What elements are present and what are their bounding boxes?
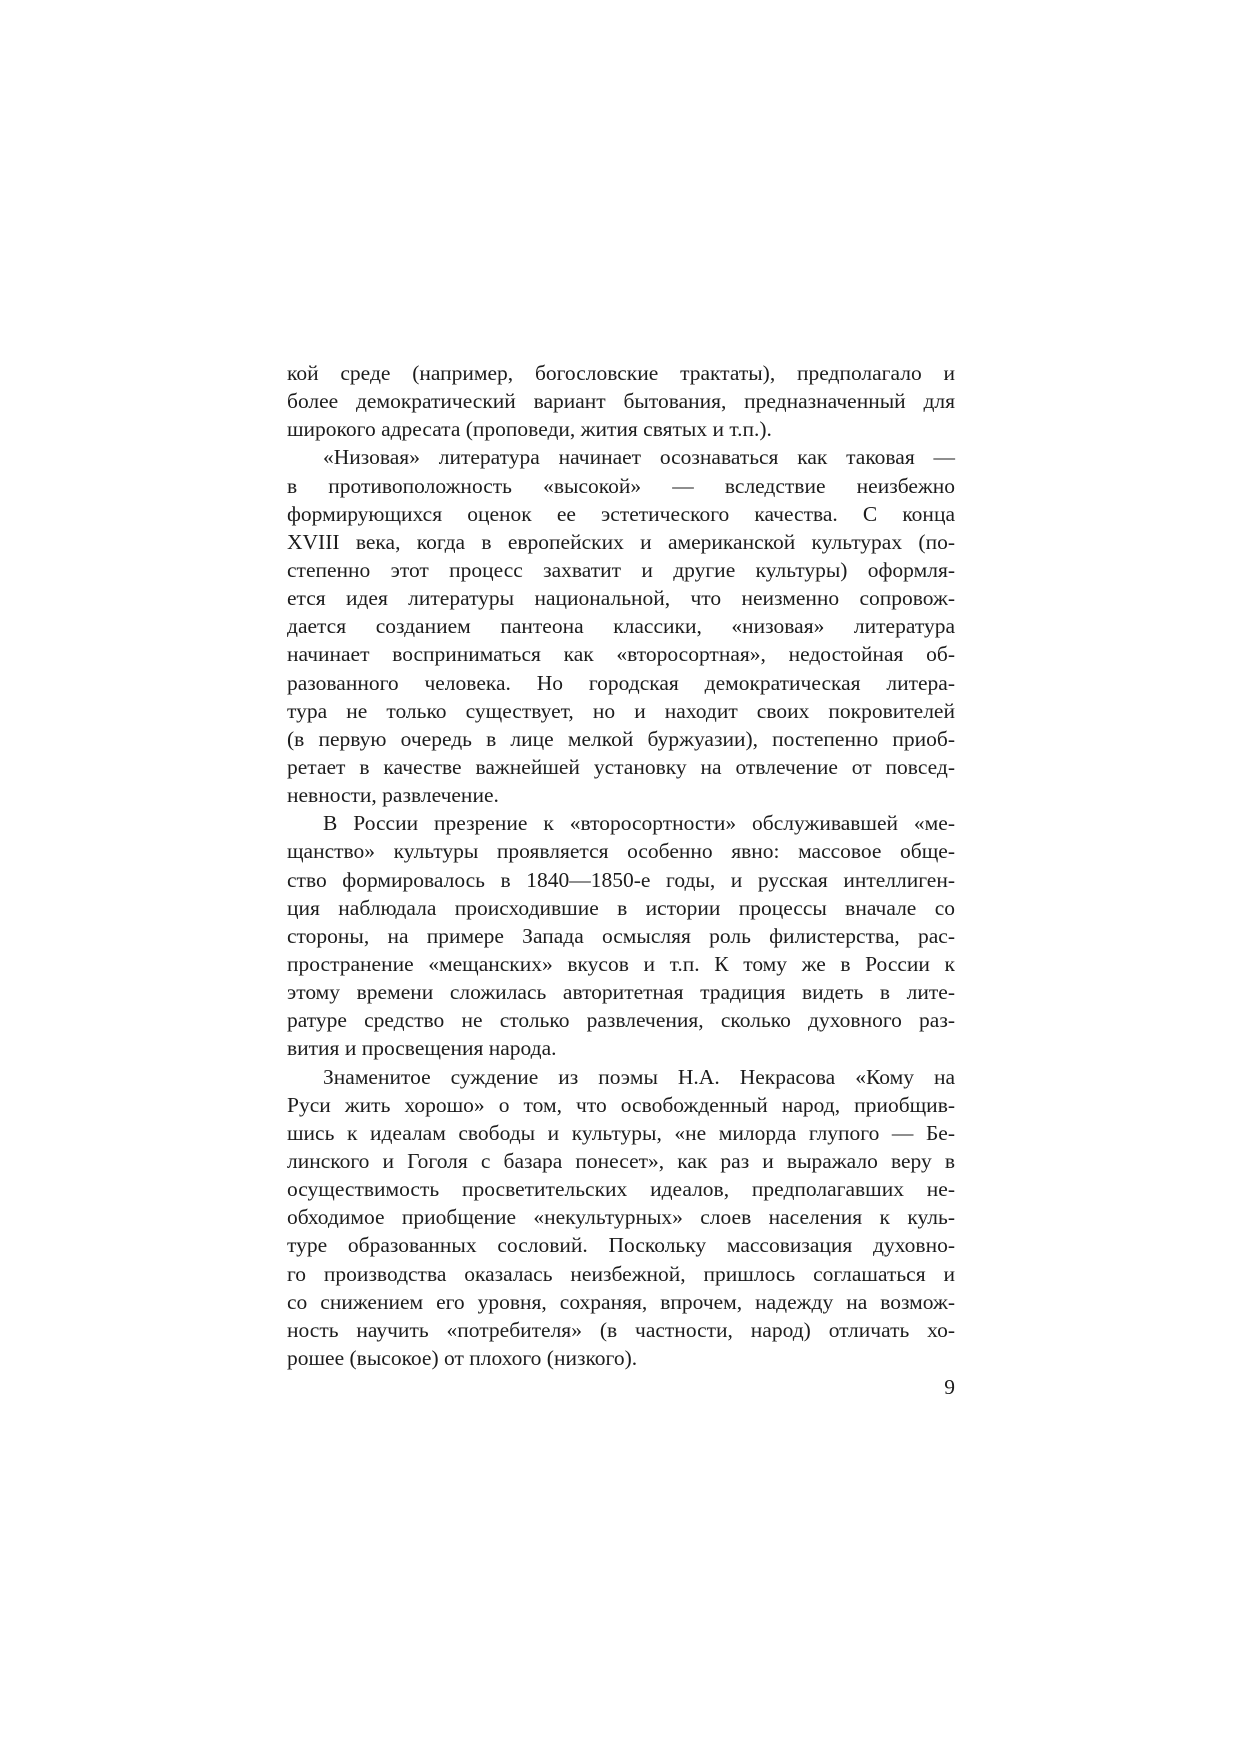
- text-line: ратуре средство не столько развлечения, сколько духовного раз-: [287, 1008, 955, 1033]
- body-text: [287, 359, 955, 1372]
- paragraph: [287, 443, 955, 809]
- text-line: ется идея литературы национальной, что неизменно сопровож-: [287, 586, 955, 611]
- text-line: ция наблюдала происходившие в истории процессы вначале со: [287, 895, 955, 920]
- text-line: вития и просвещения народа.: [287, 1036, 557, 1061]
- text-line: кой среде (например, богословские трактаты), предполагало и: [287, 361, 955, 385]
- text-line: формирующихся оценок ее эстетического качества. С конца: [287, 501, 955, 526]
- text-line: этому времени сложилась авторитетная традиция видеть в лите-: [287, 980, 955, 1005]
- paragraph: [287, 1063, 955, 1373]
- text-line: линского и Гоголя с базара понесет», как раз и выражало веру в: [287, 1148, 955, 1173]
- text-line: невности, развлечение.: [287, 783, 499, 808]
- paragraph: [287, 809, 955, 1062]
- paragraph: [287, 359, 955, 443]
- text-line: XVIII века, когда в европейских и американской культурах (по-: [287, 529, 955, 554]
- text-line: туре образованных сословий. Поскольку массовизация духовно-: [287, 1233, 955, 1258]
- text-line: «Низовая» литература начинает осознаваться как таковая —: [323, 445, 955, 470]
- text-line: более демократический вариант бытования, предназначенный для: [287, 389, 955, 414]
- text-line: широкого адресата (проповеди, жития святых и т.п.).: [287, 417, 772, 442]
- text-line: разованного человека. Но городская демократическая литера-: [287, 670, 955, 695]
- text-line: со снижением его уровня, сохраняя, впрочем, надежду на возмож-: [287, 1289, 955, 1314]
- text-line: начинает восприниматься как «второсортная», недостойная об-: [287, 642, 955, 667]
- text-line: ность научить «потребителя» (в частности, народ) отличать хо-: [287, 1317, 955, 1342]
- text-line: Знаменитое суждение из поэмы Н.А. Некрасова «Кому на: [323, 1064, 955, 1089]
- text-line: в противоположность «высокой» — вследствие неизбежно: [287, 473, 955, 498]
- text-line: Руси жить хорошо» о том, что освобожденный народ, приобщив-: [287, 1092, 955, 1117]
- text-line: рошее (высокое) от плохого (низкого).: [287, 1345, 638, 1370]
- text-line: пространение «мещанских» вкусов и т.п. К тому же в России к: [287, 951, 955, 976]
- text-line: щанство» культуры проявляется особенно явно: массовое обще-: [287, 839, 955, 864]
- text-line: степенно этот процесс захватит и другие культуры) оформля-: [287, 557, 955, 582]
- text-line: (в первую очередь в лице мелкой буржуазии), постепенно приоб-: [287, 726, 955, 751]
- text-line: стороны, на примере Запада осмысляя роль филистерства, рас-: [287, 923, 955, 948]
- text-line: тура не только существует, но и находит своих покровителей: [287, 698, 955, 723]
- page-number: 9: [944, 1375, 955, 1399]
- text-line: ство формировалось в 1840—1850-е годы, и русская интеллиген-: [287, 867, 955, 892]
- text-line: осуществимость просветительских идеалов, предполагавших не-: [287, 1177, 955, 1202]
- text-line: шись к идеалам свободы и культуры, «не милорда глупого — Бе-: [287, 1120, 955, 1145]
- text-line: го производства оказалась неизбежной, пришлось соглашаться и: [287, 1261, 955, 1286]
- text-line: дается созданием пантеона классики, «низовая» литература: [287, 614, 955, 639]
- text-line: обходимое приобщение «некультурных» слоев населения к куль-: [287, 1205, 955, 1230]
- text-line: В России презрение к «второсортности» обслуживавшей «ме-: [323, 811, 955, 836]
- text-line: ретает в качестве важнейшей установку на отвлечение от повсед-: [287, 754, 955, 779]
